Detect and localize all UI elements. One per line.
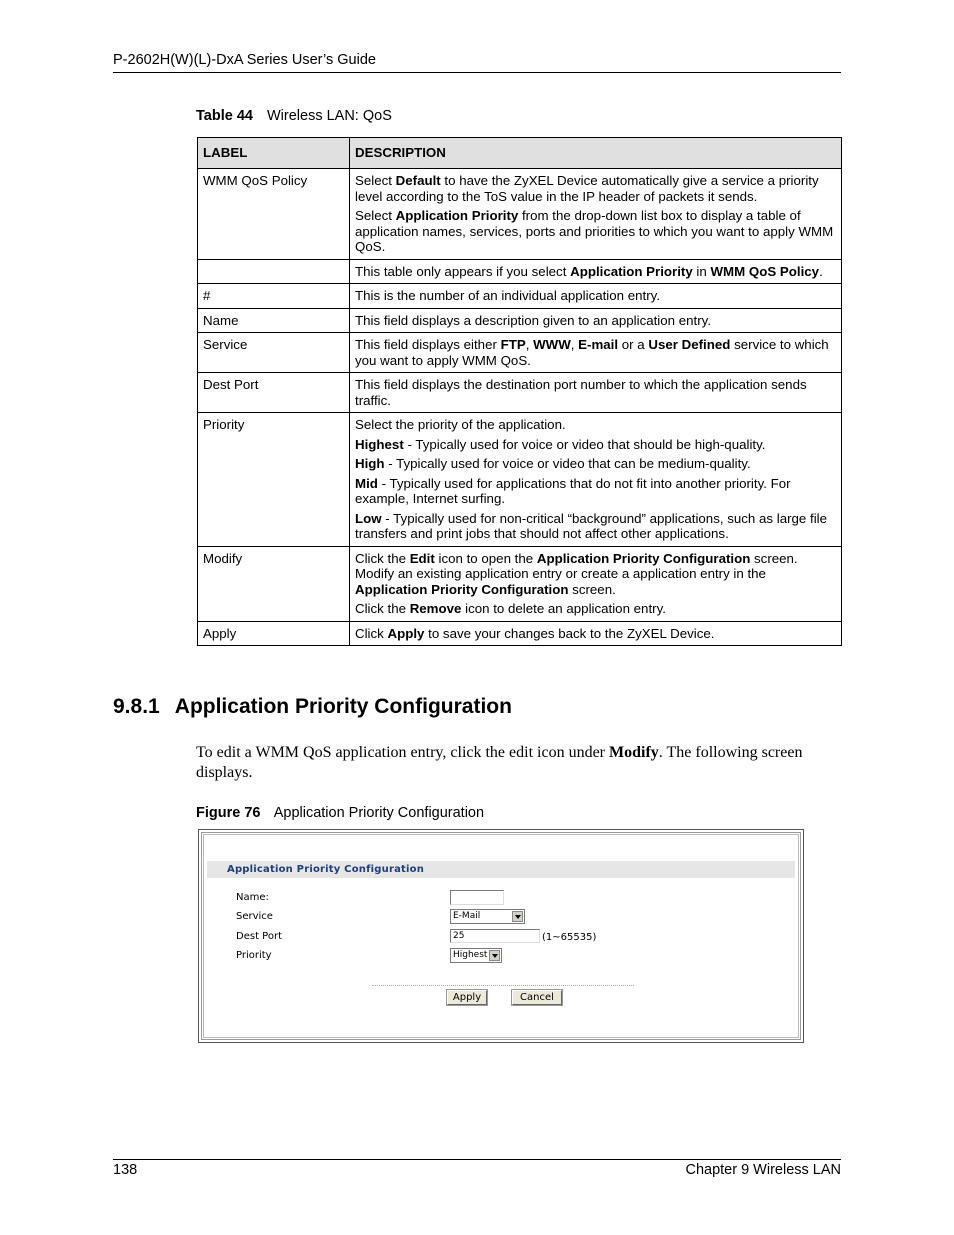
button-divider bbox=[372, 985, 634, 986]
table-caption-label: Table 44 bbox=[196, 108, 253, 124]
running-header: P-2602H(W)(L)-DxA Series User’s Guide bbox=[113, 52, 376, 68]
page-number: 138 bbox=[113, 1162, 138, 1178]
row-description: Select Default to have the ZyXEL Device automatically give a service a priority level according to the ToS value in the IP header of packets it sends. Select Application Priority from the drop-down list box to display a table of application names, services, ports and priorities to which you want to apply WMM QoS. bbox=[350, 169, 842, 260]
priority-select[interactable] bbox=[450, 948, 502, 963]
apply-button[interactable]: Apply bbox=[447, 990, 487, 1005]
priority-selected-value: Highest bbox=[453, 950, 488, 960]
row-label: Modify bbox=[198, 546, 350, 621]
row-label: WMM QoS Policy bbox=[198, 169, 350, 260]
footer-divider bbox=[113, 1159, 841, 1160]
priority-label: Priority bbox=[236, 950, 272, 961]
section-heading bbox=[113, 695, 512, 719]
row-description: Click Apply to save your changes back to the ZyXEL Device. bbox=[350, 621, 842, 646]
table-row bbox=[198, 169, 842, 260]
row-description: This table only appears if you select Application Priority in WMM QoS Policy. bbox=[350, 259, 842, 284]
chapter-title: Chapter 9 Wireless LAN bbox=[685, 1162, 841, 1178]
name-input[interactable] bbox=[450, 890, 504, 905]
dest-port-range-hint: (1~65535) bbox=[542, 932, 597, 943]
chevron-down-icon[interactable] bbox=[512, 911, 523, 922]
service-label: Service bbox=[236, 911, 273, 922]
table-row bbox=[198, 621, 842, 646]
figure-caption bbox=[196, 805, 484, 821]
row-label: Dest Port bbox=[198, 373, 350, 413]
panel-title: Application Priority Configuration bbox=[227, 864, 425, 875]
table-header-row bbox=[198, 138, 842, 169]
row-label bbox=[198, 259, 350, 284]
qos-table bbox=[197, 137, 842, 646]
row-description: Click the Edit icon to open the Application Priority Configuration screen. Modify an existing application entry or create a application entry in the Application Priority Configuration screen. Click the Remove icon to delete an application entry. bbox=[350, 546, 842, 621]
table-row bbox=[198, 373, 842, 413]
column-header-label: LABEL bbox=[198, 138, 350, 169]
table-row bbox=[198, 259, 842, 284]
section-number: 9.8.1 bbox=[113, 695, 160, 718]
header-divider bbox=[113, 72, 841, 73]
table-row bbox=[198, 413, 842, 547]
row-label: Priority bbox=[198, 413, 350, 547]
dest-port-label: Dest Port bbox=[236, 931, 282, 942]
panel-title-bar bbox=[207, 861, 795, 878]
row-label: # bbox=[198, 284, 350, 309]
figure-caption-label: Figure 76 bbox=[196, 805, 261, 821]
row-description: Select the priority of the application. Highest - Typically used for voice or video that should be high-quality. High - Typically used for voice or video that can be medium-quality. Mid - Typically used for applications that do not fit into another priority. For example, Internet surfing. Low - Typically used for non-critical “background” applications, such as large file transfers and print jobs that should not affect other applications. bbox=[350, 413, 842, 547]
body-paragraph: To edit a WMM QoS application entry, click the edit icon under Modify. The following screen displays. bbox=[196, 744, 803, 781]
table-caption bbox=[196, 108, 392, 124]
row-label: Apply bbox=[198, 621, 350, 646]
figure-caption-text: Application Priority Configuration bbox=[273, 805, 485, 821]
service-select[interactable] bbox=[450, 909, 525, 924]
table-row bbox=[198, 308, 842, 333]
service-selected-value: E-Mail bbox=[453, 911, 481, 921]
row-description: This is the number of an individual application entry. bbox=[350, 284, 842, 309]
row-description: This field displays the destination port number to which the application sends traffic. bbox=[350, 373, 842, 413]
row-label: Service bbox=[198, 333, 350, 373]
table-row bbox=[198, 333, 842, 373]
dest-port-input[interactable]: 25 bbox=[450, 929, 540, 943]
row-label: Name bbox=[198, 308, 350, 333]
table-caption-text: Wireless LAN: QoS bbox=[266, 108, 392, 124]
chevron-down-icon[interactable] bbox=[489, 950, 500, 961]
figure-screenshot bbox=[198, 829, 804, 1043]
table-row bbox=[198, 546, 842, 621]
column-header-description: DESCRIPTION bbox=[350, 138, 842, 169]
config-panel bbox=[203, 834, 799, 1038]
table-row bbox=[198, 284, 842, 309]
row-description: This field displays a description given to an application entry. bbox=[350, 308, 842, 333]
row-description: This field displays either FTP, WWW, E-mail or a User Defined service to which you want to apply WMM QoS. bbox=[350, 333, 842, 373]
name-label: Name: bbox=[236, 892, 269, 903]
cancel-button[interactable]: Cancel bbox=[512, 990, 562, 1005]
section-title: Application Priority Configuration bbox=[174, 695, 512, 718]
